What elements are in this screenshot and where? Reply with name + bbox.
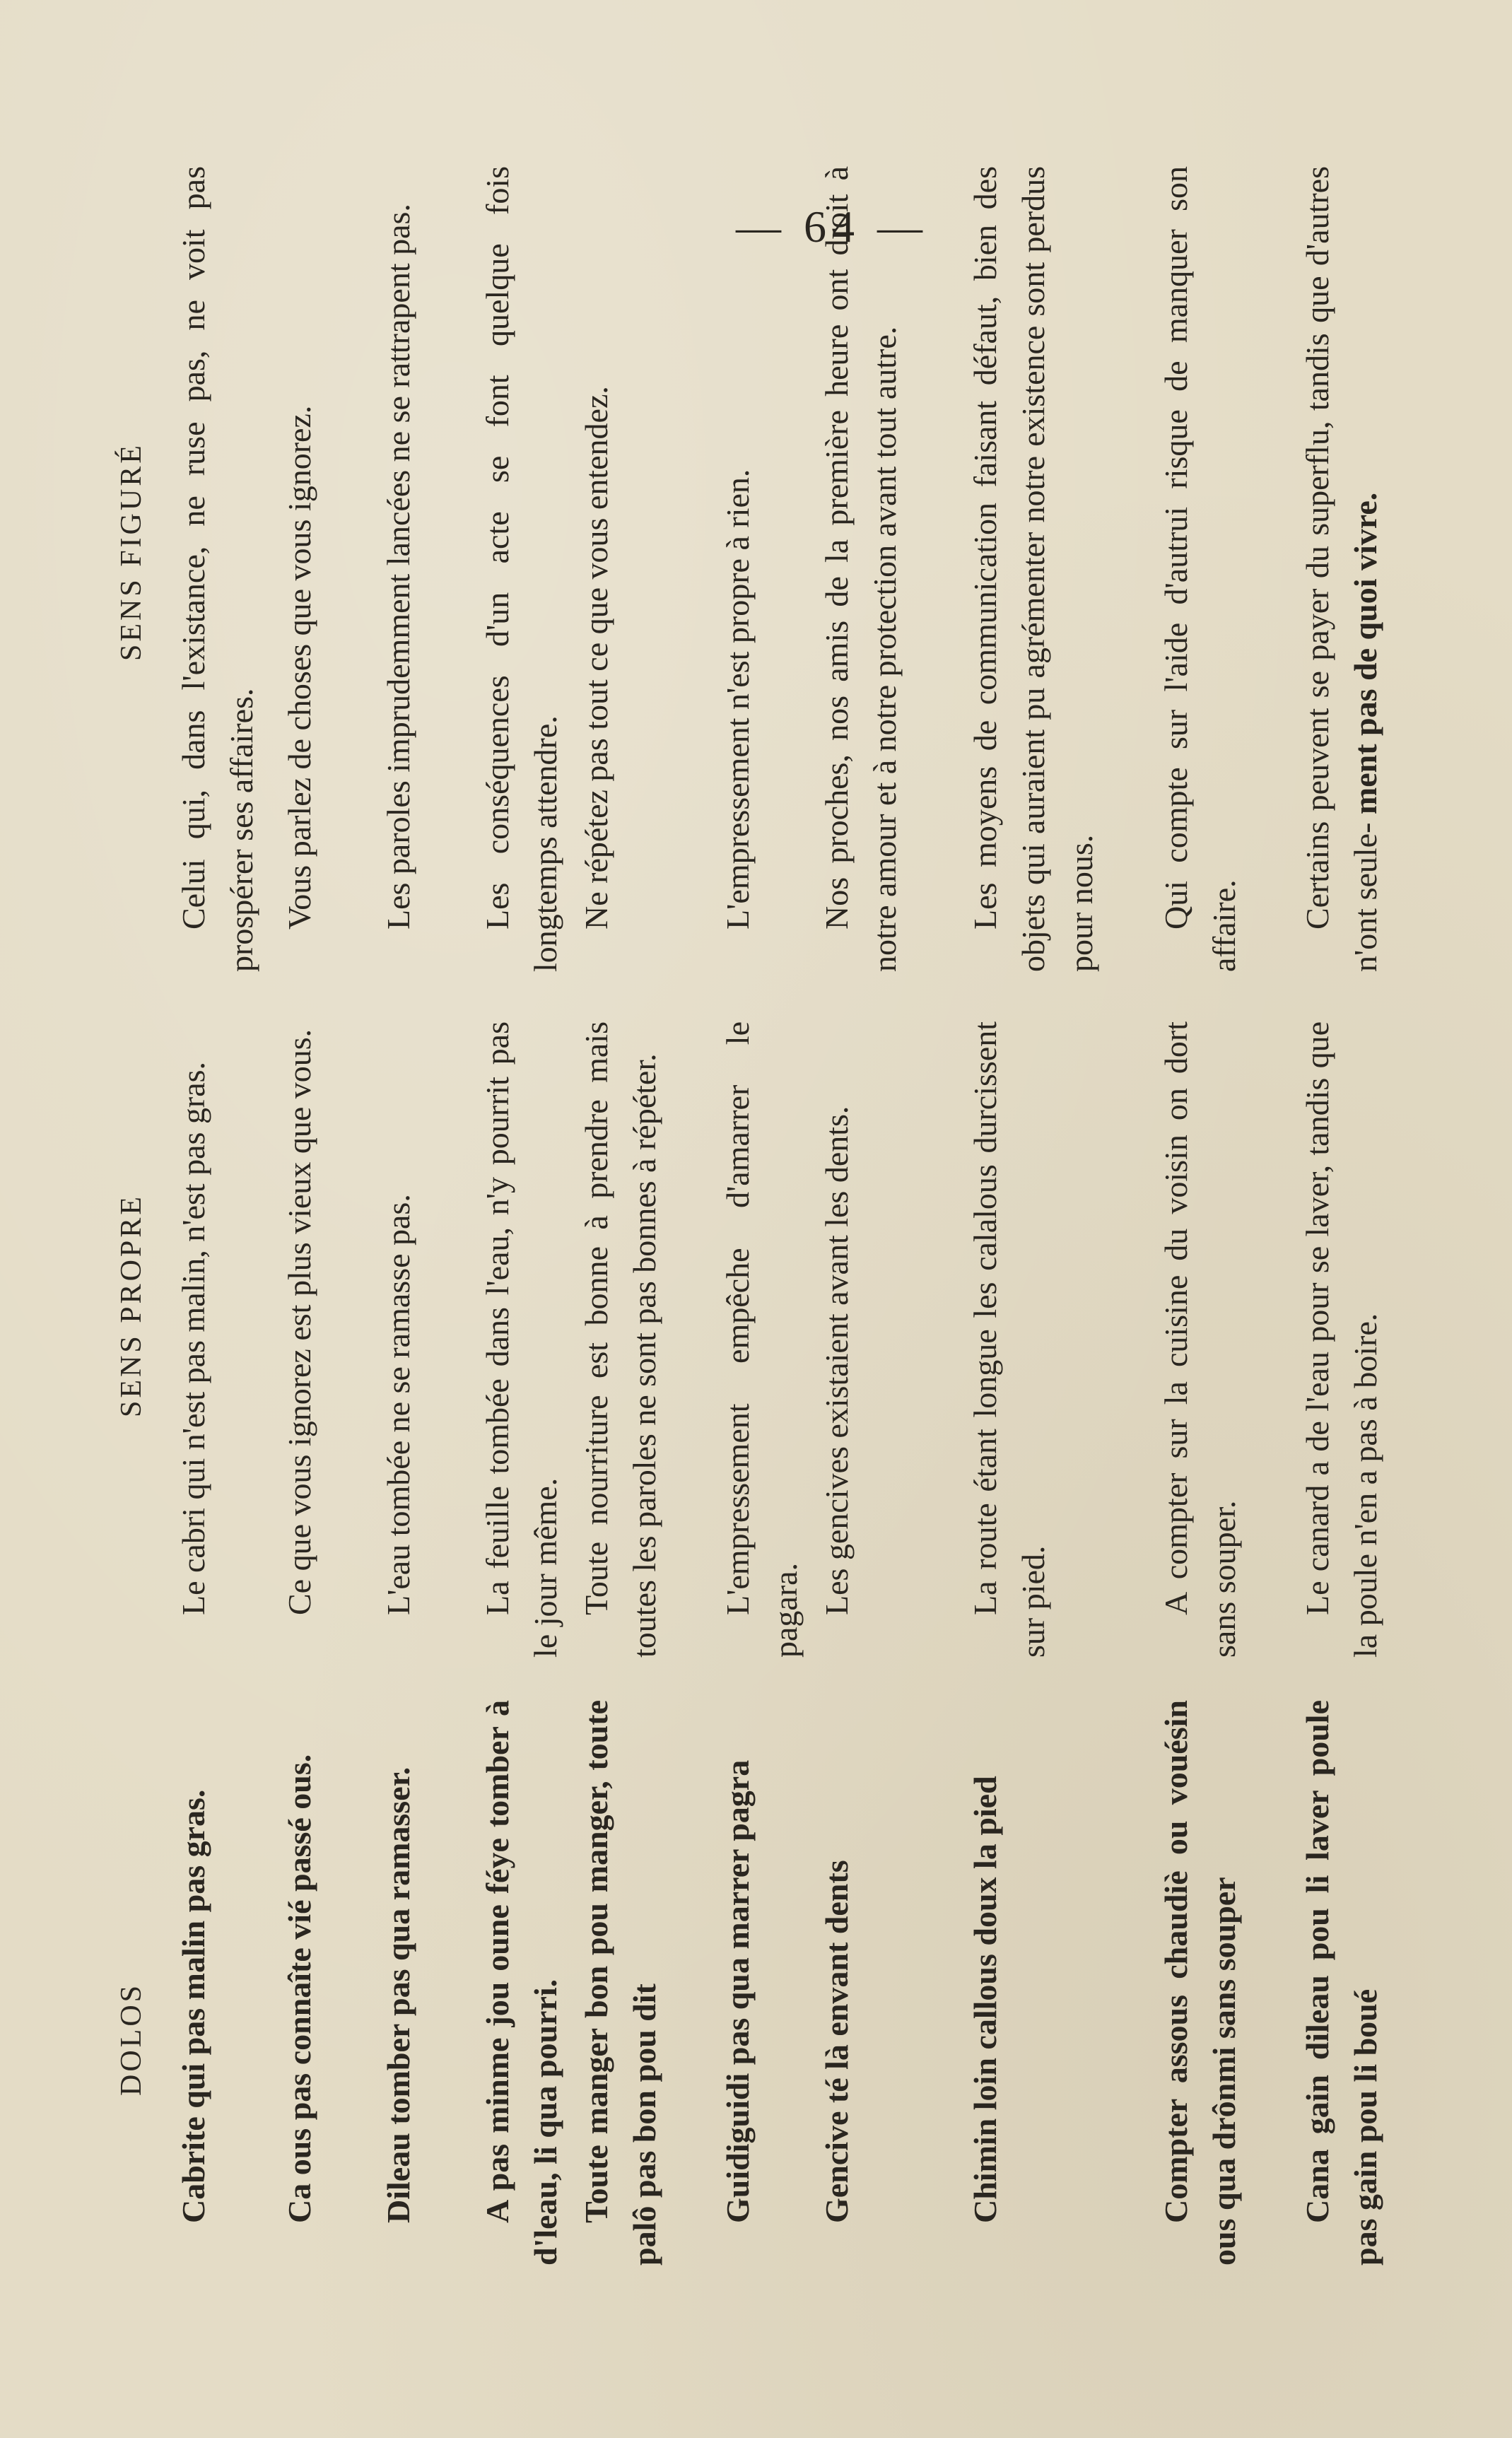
dolos-text: Cabrite qui pas malin pas gras. <box>175 1789 211 2223</box>
sens-propre-text: Le cabri qui n'est pas malin, n'est pas gras. <box>175 1061 211 1615</box>
dolos-text: Compter assous chaudiè ou vouésin ous qua drônmi sans souper <box>1157 1699 1242 2266</box>
sens-propre-text: Toute nourriture est bonne à prendre mais toutes les paroles ne sont pas bonnes à répéter. <box>578 1021 662 1658</box>
sens-propre-text: La feuille tombée dans l'eau, n'y pourrit pas le jour même. <box>479 1021 563 1658</box>
column-headers <box>115 187 164 2237</box>
table-row <box>714 159 813 2266</box>
dolos-text: Gencive té là envant dents <box>818 1859 855 2223</box>
table-row <box>170 159 276 2266</box>
dolos-text: Guidiguidi pas qua marrer pagra <box>719 1759 756 2223</box>
sens-propre-text: L'eau tombée ne se ramasse pas. <box>380 1193 416 1615</box>
sens-figure-text: Les paroles imprudemment lancées ne se rattrapent pas. <box>380 203 416 930</box>
table-row <box>961 159 1152 2266</box>
sens-propre-text: Le canard a de l'eau pour se laver, tandis que la poule n'en a pas à boire. <box>1299 1021 1383 1658</box>
sens-propre-text: La route étant longue les calalous durcissent sur pied. <box>966 1021 1051 1658</box>
proverb-table <box>170 159 1435 2266</box>
dolos-text: Toute manger bon pou manger, toute palô pas bon pou dit <box>578 1699 662 2266</box>
sens-figure-text: Les moyens de communication faisant défaut, bien des objets qui auraient pu agrémenter notre existence sont perdus pour nous. <box>966 165 1099 972</box>
sens-figure-text: L'empressement n'est propre à rien. <box>719 469 756 930</box>
sens-figure-text <box>1294 166 1390 972</box>
sens-propre-text: L'empressement empêche d'amarrer le pagara. <box>719 1021 804 1658</box>
sens-figure-text: Celui qui, dans l'existance, ne ruse pas, ne voit pas prospérer ses affaires. <box>175 165 259 972</box>
sens-figure-text-bold: ment pas de quoi vivre. <box>1347 492 1383 814</box>
sens-figure-text: Ne répétez pas tout ce que vous entendez. <box>578 385 614 930</box>
sens-figure-text: Les conséquences d'un acte se font quelque fois longtemps attendre. <box>479 165 563 972</box>
table-row <box>474 159 573 2266</box>
dolos-text: Ca ous pas connaîte vié passé ous. <box>281 1754 317 2223</box>
table-row <box>573 159 714 2266</box>
page-number: — 64 — <box>735 201 928 252</box>
sens-propre-text: Ce que vous ignorez est plus vieux que vous. <box>281 1028 317 1615</box>
dolos-text: Cana gain dileau pou li laver poule pas gain pou li boué <box>1299 1699 1383 2266</box>
header-dolos: DOLOS <box>115 1982 148 2096</box>
table-row <box>1294 159 1435 2266</box>
table-row <box>813 159 961 2266</box>
dolos-text: Chimin loin callous doux la pied <box>966 1775 1003 2223</box>
table-row <box>276 159 375 2266</box>
dolos-text: Dileau tomber pas qua ramasser. <box>380 1766 416 2223</box>
sens-propre-text: A compter sur la cuisine du voisin on dort sans souper. <box>1157 1021 1242 1658</box>
header-sens-figure: SENS FIGURÉ <box>115 442 148 661</box>
sens-figure-text: Qui compte sur l'aide d'autrui risque de manquer son affaire. <box>1157 165 1242 972</box>
sens-figure-text-part: Certains peuvent se payer du superflu, tandis que d'autres n'ont seule- <box>1299 165 1383 972</box>
sens-figure-text: Nos proches, nos amis de la première heure ont droit à notre amour et à notre protection avant tout autre. <box>818 165 903 972</box>
sens-propre-text: Les gencives existaient avant les dents. <box>818 1106 855 1615</box>
sens-figure-text: Vous parlez de choses que vous ignorez. <box>281 405 317 930</box>
dolos-text: A pas minme jou oune féye tomber à d'leau, li qua pourri. <box>479 1699 563 2266</box>
rotated-page <box>78 88 1435 2350</box>
table-row <box>375 159 474 2266</box>
table-row <box>1152 159 1294 2266</box>
header-sens-propre: SENS PROPRE <box>115 1193 148 1417</box>
